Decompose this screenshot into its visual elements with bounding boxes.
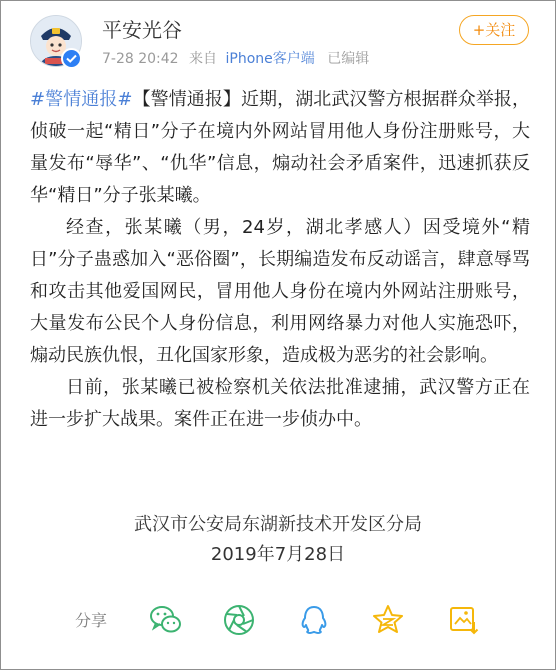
post-timestamp: 7-28 20:42 (102, 51, 179, 67)
verified-badge-icon (61, 48, 82, 69)
wechat-icon[interactable] (148, 602, 184, 638)
post-meta (102, 48, 369, 68)
share-bar (0, 600, 556, 640)
hashtag-link[interactable]: #警情通报# (30, 89, 133, 110)
paragraph-1-text: 【警情通报】近期，湖北武汉警方根据群众举报，侦破一起“精日”分子在境内外网站冒用他人身份注册账号，大量发布“辱华”、“仇华”信息，煽动社会矛盾案件，迅速抓获反华“精日”分子张某曦。 (30, 89, 531, 206)
source-prefix: 来自 (189, 51, 218, 67)
signature-date: 2019年7月28日 (210, 544, 346, 565)
edited-label: 已编辑 (327, 51, 370, 67)
post-source[interactable]: iPhone客户端 (225, 51, 315, 67)
paragraph-1 (30, 84, 530, 212)
qq-icon[interactable] (296, 602, 332, 638)
qzone-icon[interactable] (370, 602, 406, 638)
post-header (0, 0, 556, 80)
paragraph-2: 经查，张某曦（男，24岁，湖北孝感人）因受境外“精日”分子蛊惑加入“恶俗圈”，长期编造发布反动谣言，肆意辱骂和攻击其他爱国网民，冒用他人身份在境内外网站注册账号，大量发布公民个人身份信息，利用网络暴力对他人实施恐吓，煽动民族仇恨，丑化国家形象，造成极为恶劣的社会影响。 (30, 217, 530, 366)
post-body (30, 84, 530, 436)
save-image-icon[interactable] (445, 602, 481, 638)
moments-icon[interactable] (221, 602, 257, 638)
username[interactable]: 平安光谷 (102, 18, 182, 42)
share-label: 分享 (75, 611, 108, 630)
follow-button[interactable]: +关注 (459, 15, 529, 45)
paragraph-3: 日前，张某曦已被检察机关依法批准逮捕，武汉警方正在进一步扩大战果。案件正在进一步侦办中。 (30, 377, 530, 430)
signature-org: 武汉市公安局东湖新技术开发区分局 (134, 514, 422, 535)
